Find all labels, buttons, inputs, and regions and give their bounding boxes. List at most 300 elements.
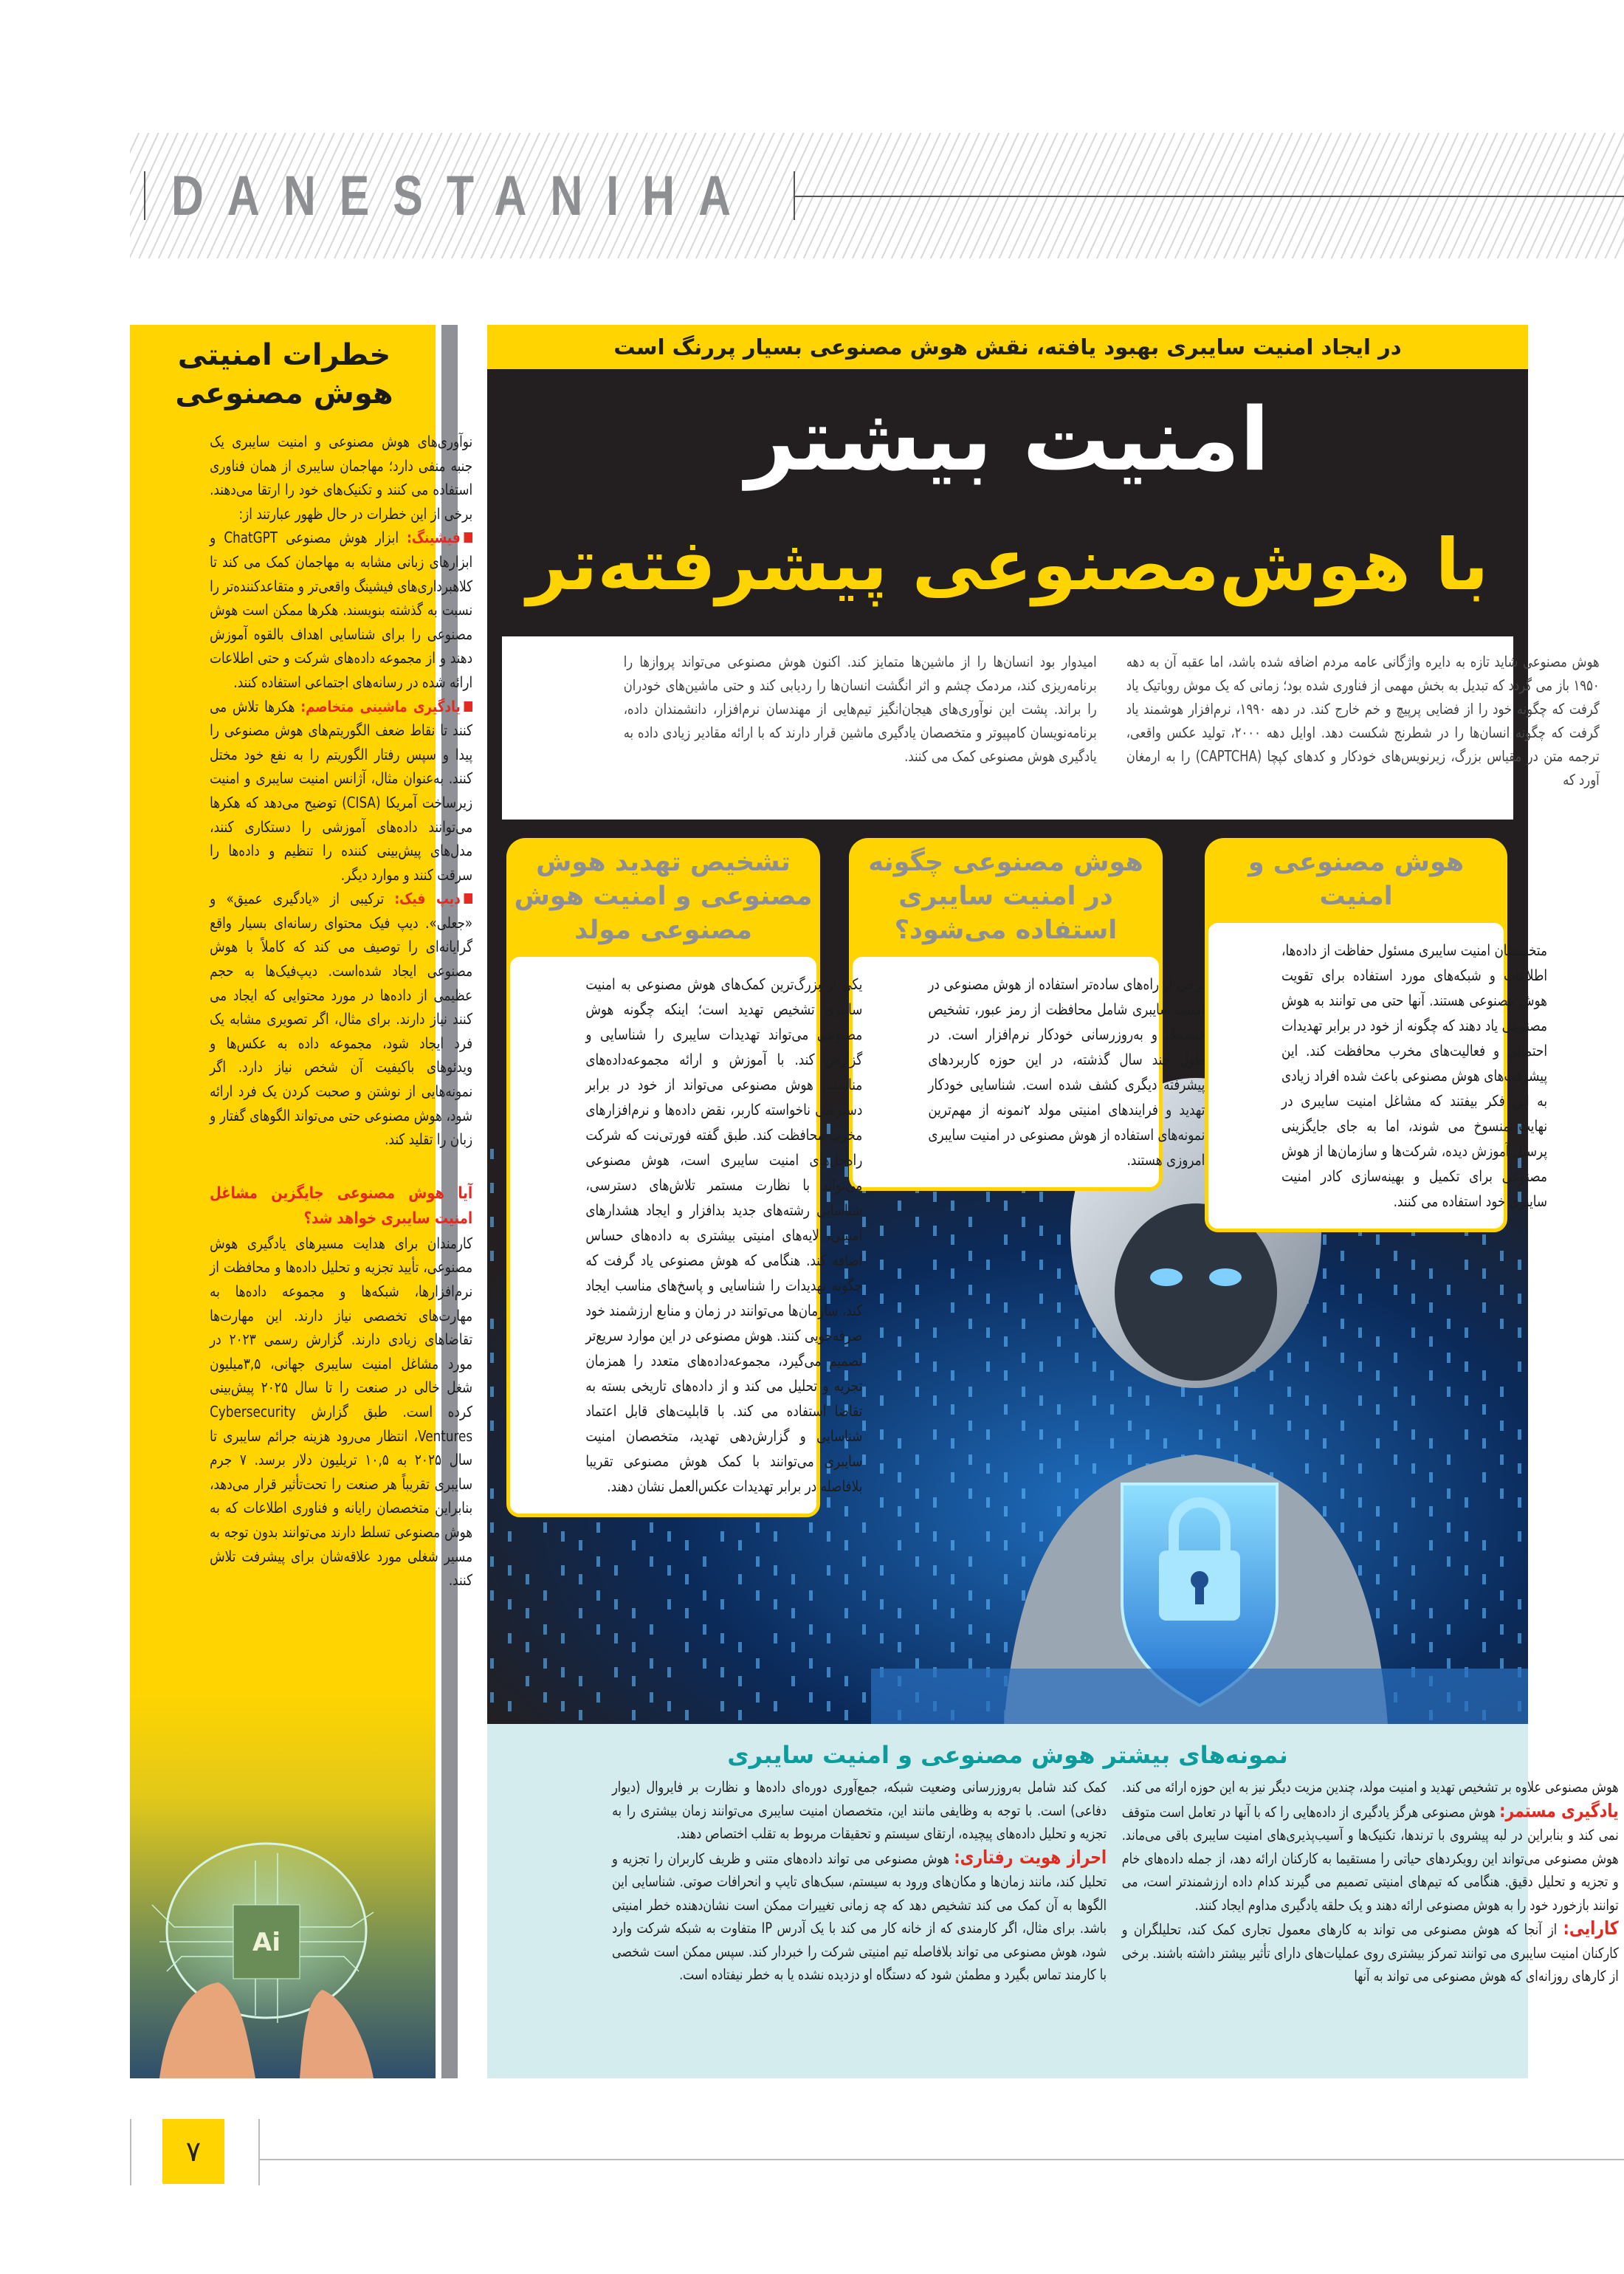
code-rain-mark — [827, 1667, 830, 1677]
code-rain-mark — [1429, 1336, 1433, 1347]
code-rain-mark — [490, 1251, 494, 1261]
code-rain-mark — [1429, 1370, 1433, 1381]
more-item — [612, 1846, 1107, 1987]
code-rain-mark — [1323, 1336, 1327, 1347]
code-rain-mark — [614, 1667, 618, 1677]
code-rain-mark — [1075, 1454, 1078, 1465]
code-rain-mark — [1429, 1540, 1433, 1550]
code-rain-mark — [1341, 1454, 1344, 1465]
code-rain-mark — [951, 1200, 954, 1211]
header-rule — [794, 196, 1624, 197]
code-rain-mark — [1163, 1438, 1167, 1449]
code-rain-mark — [1518, 1463, 1521, 1474]
code-rain-mark — [1039, 1531, 1043, 1542]
code-rain-mark — [490, 1556, 494, 1567]
code-rain-mark — [1341, 1353, 1344, 1363]
code-rain-mark — [774, 1701, 777, 1711]
code-rain-mark — [986, 1599, 990, 1610]
code-rain-mark — [1394, 1353, 1397, 1363]
code-rain-mark — [1234, 1387, 1238, 1397]
code-rain-mark — [1093, 1395, 1096, 1406]
code-rain-mark — [1341, 1522, 1344, 1533]
code-rain-mark — [756, 1522, 760, 1533]
code-rain-mark — [951, 1574, 954, 1584]
code-rain-mark — [1429, 1506, 1433, 1516]
code-rain-mark — [1429, 1302, 1433, 1313]
code-rain-mark — [561, 1565, 565, 1576]
code-rain-mark — [951, 1268, 954, 1279]
code-rain-mark — [667, 1701, 671, 1711]
code-rain-mark — [1447, 1488, 1451, 1499]
code-rain-mark — [827, 1633, 830, 1643]
code-rain-mark — [968, 1285, 972, 1295]
code-rain-mark — [738, 1676, 742, 1686]
code-rain-mark — [756, 1556, 760, 1567]
code-rain-mark — [1039, 1463, 1043, 1474]
intro-column-wrap — [520, 650, 1097, 806]
code-rain-mark — [880, 1633, 884, 1643]
box-ai-security — [1205, 838, 1548, 1232]
code-rain-mark — [1411, 1565, 1415, 1576]
item-label: کارایی: — [1563, 1917, 1619, 1939]
sidebar-question: آیا هوش مصنوعی جایگزین مشاغل امنیت سایبری خواهد شد؟ — [210, 1184, 473, 1228]
more-item — [1122, 1917, 1619, 1988]
sidebar-item — [210, 887, 472, 1152]
item-text: هوش مصنوعی هرگز یادگیری از داده‌هایی را که با آنها در تعامل است متوقف نمی کند و بنابراین در لبه پیشروی با ترندها، تکنیک‌ها و آسیب‌پذیری‌های امنیت سایبری باقی می‌ماند. هوش مصنوعی می‌تواند این رویکردهای حیاتی را مستقیما به کارکنان ارائه دهد، از جمله داده‌های خام و تجزیه و تحلیل دقیق. هنگامی که تیم‌های امنیتی تصمیم می گیرند کدام داده ارزشمندتر است، می توانند بازخورد خود را به هوش مصنوعی ارائه دهند و یک حلقه یادگیری مداوم ایجاد کنند. — [1121, 1803, 1619, 1914]
code-rain-mark — [1341, 1319, 1344, 1329]
code-rain-mark — [809, 1590, 813, 1601]
code-rain-mark — [1110, 1370, 1114, 1381]
code-rain-mark — [1500, 1285, 1504, 1295]
item-text: ابزار هوش مصنوعی ChatGPT و ابزارهای زبانی مشابه به مهاجمان کمک می کند تا کلاهبرداری‌های فیشینگ واقعی‌تر و متقاعدکننده‌تر را نسبت به گذشته بنویسند. هکرها ممکن است هوش مصنوعی را برای شناسایی اهداف بالقوه آموزش دهند و از مجموعه داده‌های شرکت و حتی اطلاعات ارائه شده در رسانه‌های اجتماعی استفاده کنند. — [210, 529, 473, 691]
code-rain-mark — [596, 1522, 600, 1533]
code-rain-mark — [774, 1599, 777, 1610]
code-rain-mark — [1146, 1395, 1149, 1406]
code-rain-mark — [1075, 1421, 1078, 1431]
code-rain-mark — [933, 1361, 937, 1372]
code-rain-mark — [1057, 1268, 1061, 1279]
code-rain-mark — [1447, 1556, 1451, 1567]
code-rain-mark — [490, 1149, 494, 1159]
code-rain-mark — [968, 1421, 972, 1431]
code-rain-mark — [1500, 1590, 1504, 1601]
code-rain-mark — [791, 1608, 795, 1618]
ai-chip-hand-image — [130, 1824, 436, 2078]
box-body-text: متخصصان امنیت سایبری مسئول حفاظت از داده‌ها، اطلاعات و شبکه‌های مورد استفاده برای تقویت هوش مصنوعی هستند. آنها حتی می توانند به هوش مصنوعی یاد دهند که چگونه از خود در برابر تهدیدات احتمالی و فعالیت‌های مخرب محافظت کند. این پیشرفت‌های هوش مصنوعی باعث شده افراد زیادی به این فکر بیفتند که مشاغل امنیت سایبری در نهایت منسوخ می شوند، اما به جای جایگزینی پرسنل آموزش دیده، شرکت‌ها و سازمان‌ها از هوش مصنوعی برای تکمیل و بهینه‌سازی کادر امنیت سایبری خود استفاده می کنند. — [1281, 941, 1548, 1210]
code-rain-mark — [1358, 1361, 1362, 1372]
code-rain-mark — [1287, 1387, 1291, 1397]
code-rain-mark — [1482, 1438, 1486, 1449]
code-rain-mark — [951, 1438, 954, 1449]
code-rain-mark — [1376, 1574, 1380, 1584]
code-rain-mark — [880, 1327, 884, 1338]
sidebar-title — [140, 336, 428, 413]
code-rain-mark — [1394, 1522, 1397, 1533]
code-rain-mark — [1093, 1327, 1096, 1338]
code-rain-mark — [951, 1302, 954, 1313]
code-rain-mark — [1465, 1531, 1468, 1542]
code-rain-mark — [1429, 1642, 1433, 1652]
code-rain-mark — [490, 1183, 494, 1193]
code-rain-mark — [986, 1463, 990, 1474]
code-rain-mark — [968, 1624, 972, 1635]
sidebar-item — [210, 526, 472, 694]
code-rain-mark — [951, 1404, 954, 1415]
sidebar-body-text — [210, 430, 472, 1593]
more-examples-col-left — [503, 1776, 1107, 1987]
code-rain-mark — [1039, 1192, 1043, 1202]
code-rain-mark — [685, 1608, 689, 1618]
code-rain-mark — [1004, 1200, 1008, 1211]
code-rain-mark — [1252, 1429, 1256, 1440]
robot-eye — [1150, 1268, 1183, 1286]
code-rain-mark — [490, 1692, 494, 1703]
code-rain-mark — [1411, 1395, 1415, 1406]
code-rain-mark — [915, 1387, 919, 1397]
item-text: از آنجا که هوش مصنوعی می تواند به کارهای معمول تجاری کمک کند، تحلیلگران و کارکنان امنیت سایبری می توانند تمرکز بیشتری روی عملیات‌های دارای تأثیر بیشتر داشته باشند. برخی از کارهای روزانه‌ای که هوش مصنوعی می تواند به آنها — [1121, 1921, 1619, 1985]
code-rain-mark — [1093, 1361, 1096, 1372]
box-title: هوش مصنوعی و امنیت — [1205, 838, 1507, 935]
code-rain-mark — [951, 1234, 954, 1245]
code-rain-mark — [1394, 1421, 1397, 1431]
code-rain-mark — [986, 1429, 990, 1440]
code-rain-mark — [1004, 1472, 1008, 1483]
box-body — [506, 953, 863, 1517]
code-rain-mark — [1128, 1387, 1132, 1397]
code-rain-mark — [1518, 1497, 1521, 1508]
code-rain-mark — [968, 1217, 972, 1227]
code-rain-mark — [1181, 1387, 1185, 1397]
code-rain-mark — [490, 1488, 494, 1499]
code-rain-mark — [809, 1522, 813, 1533]
code-rain-mark — [579, 1676, 582, 1686]
code-rain-mark — [1217, 1438, 1220, 1449]
code-rain-mark — [1128, 1454, 1132, 1465]
item-label: احراز هویت رفتاری: — [954, 1846, 1107, 1868]
code-rain-mark — [1358, 1531, 1362, 1542]
code-rain-mark — [1341, 1488, 1344, 1499]
code-rain-mark — [933, 1531, 937, 1542]
code-rain-mark — [1394, 1251, 1397, 1261]
code-rain-mark — [862, 1556, 866, 1567]
code-rain-mark — [1305, 1395, 1309, 1406]
code-rain-mark — [1518, 1361, 1521, 1372]
code-rain-mark — [844, 1540, 848, 1550]
code-rain-mark — [1447, 1387, 1451, 1397]
box-threat-detection — [506, 838, 863, 1517]
code-rain-mark — [1376, 1268, 1380, 1279]
code-rain-mark — [1022, 1251, 1025, 1261]
code-rain-mark — [720, 1531, 724, 1542]
code-rain-mark — [898, 1608, 901, 1618]
code-rain-mark — [880, 1226, 884, 1236]
code-rain-mark — [1305, 1463, 1309, 1474]
code-rain-mark — [898, 1200, 901, 1211]
code-rain-mark — [1358, 1327, 1362, 1338]
code-rain-mark — [1075, 1353, 1078, 1363]
sidebar-item — [210, 695, 472, 887]
code-rain-mark — [685, 1540, 689, 1550]
code-rain-mark — [1394, 1590, 1397, 1601]
code-rain-mark — [1323, 1404, 1327, 1415]
code-rain-mark — [1270, 1404, 1273, 1415]
code-rain-mark — [1004, 1506, 1008, 1516]
code-rain-mark — [1482, 1608, 1486, 1618]
code-rain-mark — [1323, 1302, 1327, 1313]
code-rain-mark — [667, 1565, 671, 1576]
code-rain-mark — [1093, 1463, 1096, 1474]
code-rain-mark — [1110, 1404, 1114, 1415]
code-rain-mark — [1500, 1421, 1504, 1431]
code-rain-mark — [1482, 1234, 1486, 1245]
code-rain-mark — [968, 1658, 972, 1669]
code-rain-mark — [1022, 1488, 1025, 1499]
code-rain-mark — [738, 1710, 742, 1720]
code-rain-mark — [490, 1387, 494, 1397]
code-rain-mark — [1465, 1327, 1468, 1338]
magazine-brand: DANESTANIHA — [171, 165, 754, 227]
code-rain-mark — [1500, 1454, 1504, 1465]
code-rain-mark — [933, 1429, 937, 1440]
item-label: فیشینگ: — [407, 529, 461, 547]
code-rain-mark — [685, 1574, 689, 1584]
code-rain-mark — [1004, 1642, 1008, 1652]
code-rain-mark — [1518, 1531, 1521, 1542]
code-rain-mark — [1358, 1497, 1362, 1508]
article-title-line1: امنیت بیشتر — [746, 388, 1270, 490]
code-rain-mark — [1465, 1260, 1468, 1270]
code-rain-mark — [1376, 1370, 1380, 1381]
code-rain-mark — [844, 1676, 848, 1686]
code-rain-mark — [1376, 1506, 1380, 1516]
code-rain-mark — [596, 1692, 600, 1703]
code-rain-mark — [614, 1599, 618, 1610]
code-rain-mark — [1465, 1361, 1468, 1372]
code-rain-mark — [898, 1302, 901, 1313]
code-rain-mark — [986, 1361, 990, 1372]
code-rain-mark — [986, 1327, 990, 1338]
code-rain-mark — [898, 1506, 901, 1516]
code-rain-mark — [968, 1488, 972, 1499]
code-rain-mark — [543, 1590, 547, 1601]
code-rain-mark — [862, 1590, 866, 1601]
article-title-line2: با هوش‌مصنوعی پیشرفته‌تر — [526, 523, 1489, 606]
code-rain-mark — [774, 1633, 777, 1643]
code-rain-mark — [968, 1251, 972, 1261]
code-rain-mark — [933, 1395, 937, 1406]
code-rain-mark — [490, 1421, 494, 1431]
box-ai-usage — [849, 838, 1205, 1191]
intro-column: هوش مصنوعی شاید تازه به دایره واژگانی عامه مردم اضافه شده باشد، اما عقبه آن به دهه ۱۹۵۰ باز می گردد که تبدیل به بخش مهمی از فناوری شده بود؛ زمانی که یک موش روباتیک یاد گرفت که چگونه خود را از فضایی پرپیچ و خم خارج کند. در دهه ۱۹۹۰، نرم‌افزار هوشمند یاد گرفت که چگونه انسان‌ها را در شطرنج شکست دهد. اوایل دهه ۲۰۰۰، تولید عکس واقعی، ترجمه متن در مقیاس بزرگ، زیرنویس‌های خودکار و کدهای کپچا (CAPTCHA) را به ارمغان آورد که — [1126, 653, 1600, 789]
code-rain-mark — [490, 1353, 494, 1363]
code-rain-mark — [756, 1658, 760, 1669]
code-rain-mark — [968, 1556, 972, 1567]
code-rain-mark — [951, 1370, 954, 1381]
intro-column: امیدوار بود انسان‌ها را از ماشین‌ها متمایز کند. اکنون هوش مصنوعی می‌تواند پروازها را برنامه‌ریزی کند، مردمک چشم و اثر انگشت انسان‌ها را ردیابی کند و حتی ماشین‌های خودران را براند. پشت این نوآوری‌های هیجان‌انگیز تیم‌هایی از مهندسان نرم‌افزار، دانشمندان داده، برنامه‌نویسان کامپیوتر و متخصصان یادگیری ماشین قرار دارند که با ارائه مقادیر زیادی داده به یادگیری هوش مصنوعی کمک می کنند. — [623, 653, 1097, 765]
code-rain-mark — [685, 1642, 689, 1652]
code-rain-mark — [1482, 1370, 1486, 1381]
code-rain-mark — [791, 1642, 795, 1652]
code-rain-mark — [1287, 1353, 1291, 1363]
code-rain-mark — [1376, 1336, 1380, 1347]
code-rain-mark — [632, 1642, 636, 1652]
code-rain-mark — [880, 1294, 884, 1304]
code-rain-mark — [738, 1540, 742, 1550]
code-rain-mark — [1447, 1624, 1451, 1635]
code-rain-mark — [933, 1260, 937, 1270]
code-rain-mark — [543, 1692, 547, 1703]
header-divider — [144, 171, 145, 220]
code-rain-mark — [951, 1472, 954, 1483]
item-label: یادگیری ماشینی متخاصم: — [300, 697, 461, 715]
box-body-text: یکی از بزرگ‌ترین کمک‌های هوش مصنوعی به امنیت سایبری تشخیص تهدید است؛ اینکه چگونه هوش مصنوعی می‌تواند تهدیدات سایبری را شناسایی و گزارش کند. با آموزش و ارائه مجموعه‌داده‌های مناسب، هوش مصنوعی می‌تواند از خود در برابر دسترسی ناخواسته کاربر، نقض داده‌ها و نرم‌افزارهای مخرب محافظت کند. طبق گفته فورتی‌نت که شرکت راه‌حل‌های امنیت سایبری است، هوش مصنوعی می‌تواند با نظارت مستمر تلاش‌های دسترسی، شناسایی رشته‌های جدید بدافزار و ایجاد هشدارهای امنیتی، لایه‌های امنیتی بیشتری به داده‌های حساس اضافه کند. هنگامی که هوش مصنوعی یاد گرفت که چگونه تهدیدات را شناسایی و پاسخ‌های مناسب ایجاد کند، سازمان‌ها می‌توانند در زمان و منابع ارزشمند خود صرفه‌جویی کنند. هوش مصنوعی در این موارد سریع‌تر تصمیم می‌گیرد، مجموعه‌داده‌های متعدد را همزمان تجزیه و تحلیل می کند و از داده‌های تاریخی بسته به تقاضا استفاده می کند. با قابلیت‌های قابل اعتماد شناسایی و گزارش‌دهی تهدید، متخصصان امنیت سایبری می‌توانند با کمک هوش مصنوعی تقریبا بلافاصله در برابر تهدیدات عکس‌العمل نشان دهند. — [585, 975, 863, 1495]
code-rain-mark — [915, 1556, 919, 1567]
code-rain-mark — [862, 1387, 866, 1397]
code-rain-mark — [809, 1658, 813, 1669]
box-body — [849, 953, 1205, 1191]
code-rain-mark — [1323, 1506, 1327, 1516]
code-rain-mark — [986, 1294, 990, 1304]
code-rain-mark — [1199, 1395, 1202, 1406]
code-rain-mark — [1022, 1319, 1025, 1329]
code-rain-mark — [1376, 1608, 1380, 1618]
code-rain-mark — [1482, 1268, 1486, 1279]
code-rain-mark — [968, 1319, 972, 1329]
code-rain-mark — [986, 1260, 990, 1270]
code-rain-mark — [1323, 1438, 1327, 1449]
code-rain-mark — [1518, 1633, 1521, 1643]
code-rain-mark — [561, 1701, 565, 1711]
code-rain-mark — [685, 1710, 689, 1720]
code-rain-mark — [1004, 1370, 1008, 1381]
code-rain-mark — [1057, 1404, 1061, 1415]
code-rain-mark — [862, 1624, 866, 1635]
more-item: کمک کند شامل به‌روزرسانی وضعیت شبکه، جمع‌آوری دوره‌ای داده‌ها و نظارت بر فایروال (دیوار دفاعی) است. با توجه به وظایفی مانند این، متخصصان امنیت سایبری می‌توانند زمان بیشتری را به تجزیه و تحلیل داده‌های پیچیده، ارتقای سیستم و تحقیقات مربوط به تقلب اختصاص دهند. — [612, 1779, 1107, 1842]
code-rain-mark — [1287, 1421, 1291, 1431]
code-rain-mark — [490, 1217, 494, 1227]
ai-chip-label: Ai — [252, 1928, 281, 1957]
code-rain-mark — [614, 1633, 618, 1643]
code-rain-mark — [720, 1701, 724, 1711]
code-rain-mark — [1394, 1624, 1397, 1635]
code-rain-mark — [1447, 1285, 1451, 1295]
code-rain-mark — [880, 1395, 884, 1406]
code-rain-mark — [915, 1319, 919, 1329]
code-rain-mark — [1022, 1556, 1025, 1567]
code-rain-mark — [1482, 1404, 1486, 1415]
item-label: یادگیری مستمر: — [1499, 1799, 1619, 1821]
code-rain-mark — [1039, 1260, 1043, 1270]
code-rain-mark — [915, 1488, 919, 1499]
code-rain-mark — [508, 1599, 512, 1610]
code-rain-mark — [898, 1268, 901, 1279]
code-rain-mark — [543, 1522, 547, 1533]
code-rain-mark — [720, 1667, 724, 1677]
code-rain-mark — [1341, 1251, 1344, 1261]
code-rain-mark — [915, 1522, 919, 1533]
keyboard — [871, 1669, 1528, 1724]
code-rain-mark — [1500, 1387, 1504, 1397]
code-rain-mark — [1039, 1395, 1043, 1406]
code-rain-mark — [986, 1531, 990, 1542]
code-rain-mark — [650, 1556, 653, 1567]
code-rain-mark — [1358, 1463, 1362, 1474]
code-rain-mark — [508, 1701, 512, 1711]
code-rain-mark — [632, 1710, 636, 1720]
code-rain-mark — [632, 1540, 636, 1550]
code-rain-mark — [596, 1556, 600, 1567]
code-rain-mark — [1465, 1395, 1468, 1406]
code-rain-mark — [1341, 1421, 1344, 1431]
code-rain-mark — [1075, 1488, 1078, 1499]
code-rain-mark — [1465, 1599, 1468, 1610]
code-rain-mark — [1447, 1319, 1451, 1329]
code-rain-mark — [915, 1353, 919, 1363]
code-rain-mark — [933, 1565, 937, 1576]
code-rain-mark — [1057, 1438, 1061, 1449]
code-rain-mark — [756, 1590, 760, 1601]
item-text: ترکیبی از «یادگیری عمیق» و «جعلی». دیپ فیک محتوای رسانه‌ای بسیار واقع گرایانه‌ای را توصیف می کند که کاملاً با هوش مصنوعی ایجاد شده‌است. دیپ‌فیک‌ها به حجم عظیمی از داده‌ها در مورد محتوایی که ایجاد می کنند نیاز دارند. برای مثال، اگر تصویری مشابه یک فرد ایجاد شود، مجموعه داده به عکس‌ها و ویدئوهای باکیفیت آن شخص نیاز دارد. اگر نمونه‌هایی از نوشتن و صحبت کردن یک فرد ارائه شود، هوش مصنوعی حتی می‌تواند الگوهای گفتار و زبان را تقلید کند. — [210, 890, 473, 1149]
code-rain-mark — [1110, 1438, 1114, 1449]
code-rain-mark — [898, 1642, 901, 1652]
code-rain-mark — [1323, 1472, 1327, 1483]
code-rain-mark — [898, 1336, 901, 1347]
page-number: ۷ — [162, 2119, 224, 2184]
code-rain-mark — [791, 1676, 795, 1686]
sidebar-intro: نوآوری‌های هوش مصنوعی و امنیت سایبری یک جنبه منفی دارد؛ مهاجمان سایبری از همان فناوری استفاده می کنند و تکنیک‌های خود را ارتقا می‌دهند. برخی از این خطرات در حال ظهور عبارتند از: — [210, 433, 473, 523]
code-rain-mark — [862, 1251, 866, 1261]
code-rain-mark — [827, 1565, 830, 1576]
more-examples-col-text — [612, 1776, 1107, 1987]
code-rain-mark — [1376, 1404, 1380, 1415]
sidebar-title-line: خطرات امنیتی — [177, 338, 391, 372]
code-rain-mark — [1500, 1488, 1504, 1499]
code-rain-mark — [1022, 1421, 1025, 1431]
code-rain-mark — [898, 1472, 901, 1483]
code-rain-mark — [1411, 1260, 1415, 1270]
code-rain-mark — [827, 1497, 830, 1508]
code-rain-mark — [650, 1624, 653, 1635]
code-rain-mark — [844, 1574, 848, 1584]
code-rain-mark — [968, 1454, 972, 1465]
code-rain-mark — [1482, 1574, 1486, 1584]
code-rain-mark — [1500, 1319, 1504, 1329]
code-rain-mark — [1004, 1574, 1008, 1584]
code-rain-mark — [650, 1692, 653, 1703]
code-rain-mark — [738, 1642, 742, 1652]
code-rain-mark — [1447, 1522, 1451, 1533]
code-rain-mark — [1075, 1285, 1078, 1295]
code-rain-mark — [650, 1658, 653, 1669]
code-rain-mark — [1057, 1336, 1061, 1347]
article-intro — [502, 636, 1600, 820]
footer-rule — [259, 2159, 1624, 2160]
bullet-square-icon — [464, 893, 472, 904]
item-label: دیپ فیک: — [394, 890, 461, 908]
code-rain-mark — [1004, 1234, 1008, 1245]
code-rain-mark — [1323, 1268, 1327, 1279]
code-rain-mark — [1411, 1327, 1415, 1338]
code-rain-mark — [738, 1574, 742, 1584]
code-rain-mark — [951, 1642, 954, 1652]
code-rain-mark — [579, 1608, 582, 1618]
box-title: هوش مصنوعی چگونه در امنیت سایبری استفاده می‌شود؟ — [849, 838, 1163, 969]
box-body — [1205, 919, 1548, 1232]
code-rain-mark — [862, 1353, 866, 1363]
code-rain-mark — [579, 1540, 582, 1550]
bullet-square-icon — [464, 701, 472, 712]
code-rain-mark — [1429, 1472, 1433, 1483]
